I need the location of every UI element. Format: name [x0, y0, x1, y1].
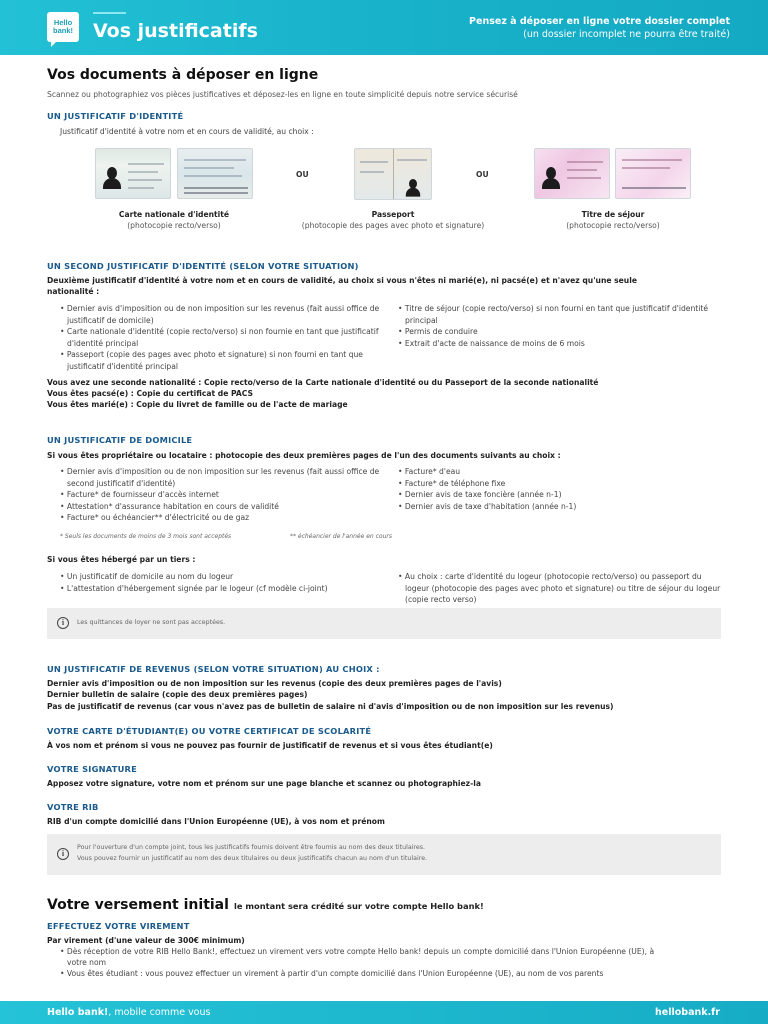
- second-identity-intro: Deuxième justificatif d'identité à votre nom et en cours de validité, au choix si vous n'êtes ni marié(e), ni pacsé(e) et n'avez qu'une seule: [47, 276, 637, 285]
- passport-title: Passeport: [371, 210, 415, 219]
- list-item: • Dernier avis d'imposition ou de non imposition sur les revenus (fait aussi office de second justificatif d'identité): [60, 466, 382, 489]
- list-item: • Titre de séjour (copie recto/verso) si non fourni en tant que justificatif d'identité principal: [398, 303, 728, 326]
- income-line: Dernier bulletin de salaire (copie des deux premières pages): [47, 690, 308, 699]
- domicile-left-list: [60, 466, 382, 524]
- id-card-back-image: [177, 148, 253, 199]
- header-banner: [0, 0, 768, 55]
- domicile-right-list: [398, 466, 728, 512]
- passport-image: [354, 148, 432, 200]
- id-card-subtitle: (photocopie recto/verso): [127, 221, 221, 230]
- footer-banner: [0, 1001, 768, 1024]
- portrait-icon: [541, 165, 561, 189]
- info-box-joint-account: [47, 834, 721, 875]
- footer-tagline: [47, 1007, 210, 1018]
- list-item: • Facture* ou échéancier** d'électricité ou de gaz: [60, 512, 382, 524]
- list-item: • Dernier avis de taxe foncière (année n-1): [398, 489, 728, 501]
- transfer-list: [60, 946, 720, 979]
- list-item: • Passeport (copie des pages avec photo et signature) si non fourni en tant que justificatif d'identité principal: [60, 349, 382, 372]
- info-icon: i: [57, 848, 69, 860]
- income-line: Pas de justificatif de revenus (car vous n'avez pas de bulletin de salaire ni d'avis d'imposition ou de non imposition sur les revenus): [47, 702, 614, 711]
- header-reminder-note: (un dossier incomplet ne pourra être traité): [523, 29, 730, 40]
- info-icon: i: [57, 617, 69, 629]
- info-text: Les quittances de loyer ne sont pas acceptées.: [77, 619, 226, 626]
- list-item: • Facture* d'eau: [398, 466, 728, 478]
- list-item: • Un justificatif de domicile au nom du logeur: [60, 571, 390, 583]
- footnote-recent-docs: * Seuls les documents de moins de 3 mois sont acceptés: [60, 533, 232, 540]
- domicile-intro: Si vous êtes propriétaire ou locataire : photocopie des deux premières pages de l'un des documents suivants au choix :: [47, 451, 561, 460]
- list-item: • Carte nationale d'identité (copie recto/verso) si non fournie en tant que justificatif d'identité principal: [60, 326, 382, 349]
- footer-tagline-text: , mobile comme vous: [108, 1007, 211, 1018]
- residence-permit-caption: [523, 209, 703, 231]
- transfer-heading: EFFECTUEZ VOTRE VIREMENT: [47, 921, 190, 931]
- portrait-icon: [405, 177, 421, 196]
- list-item: • Dernier avis d'imposition ou de non imposition sur les revenus (fait aussi office de justificatif de domicile): [60, 303, 382, 326]
- deposit-title: Votre versement initial: [47, 897, 229, 913]
- list-item: • Vous êtes étudiant : vous pouvez effectuer un virement à partir d'un compte domicilié dans l'Union Européenne (UE), au nom de vos parents: [60, 968, 720, 979]
- residence-permit-title: Titre de séjour: [581, 210, 645, 219]
- student-line: À vos nom et prénom si vous ne pouvez pas fournir de justificatif de revenus et si vous êtes étudiant(e): [47, 741, 493, 750]
- footer-url-link[interactable]: hellobank.fr: [655, 1007, 720, 1018]
- passport-subtitle: (photocopie des pages avec photo et signature): [301, 221, 485, 230]
- income-heading: UN JUSTIFICATIF DE REVENUS (SELON VOTRE SITUATION) AU CHOIX :: [47, 664, 380, 674]
- header-reminder: Pensez à déposer en ligne votre dossier complet: [469, 16, 730, 27]
- residence-permit-subtitle: (photocopie recto/verso): [566, 221, 660, 230]
- signature-line: Apposez votre signature, votre nom et prénom sur une page blanche et scannez ou photographiez-la: [47, 779, 481, 788]
- footnote-schedule: ** échéancier de l'année en cours: [290, 533, 392, 540]
- second-nationality-line: Vous avez une seconde nationalité : Copie recto/verso de la Carte nationale d'identité ou du Passeport de la seconde nationalité: [47, 378, 599, 387]
- transfer-subheading: Par virement (d'une valeur de 300€ minimum): [47, 936, 245, 945]
- info-text: Vous pouvez fournir un justificatif au nom des deux titulaires ou deux justificatifs chacun au nom d'un titulaire.: [77, 855, 428, 862]
- second-identity-heading: UN SECOND JUSTIFICATIF D'IDENTITÉ (SELON VOTRE SITUATION): [47, 261, 359, 271]
- signature-heading: VOTRE SIGNATURE: [47, 764, 137, 774]
- title-accent-line: [93, 12, 126, 14]
- residence-permit-front-image: [534, 148, 610, 199]
- deposit-title-row: [47, 894, 484, 913]
- second-identity-intro-cont: nationalité :: [47, 287, 100, 296]
- id-card-caption: [84, 209, 264, 231]
- identity-intro: Justificatif d'identité à votre nom et en cours de validité, au choix :: [60, 127, 314, 136]
- section-title: Vos documents à déposer en ligne: [47, 67, 319, 83]
- hosted-intro: Si vous êtes hébergé par un tiers :: [47, 555, 196, 564]
- second-identity-left-list: [60, 303, 382, 372]
- domicile-heading: UN JUSTIFICATIF DE DOMICILE: [47, 435, 193, 445]
- list-item: • Extrait d'acte de naissance de moins de 6 mois: [398, 338, 728, 350]
- student-heading: VOTRE CARTE D'ÉTUDIANT(E) OU VOTRE CERTIFICAT DE SCOLARITÉ: [47, 726, 372, 736]
- identity-heading: UN JUSTIFICATIF D'IDENTITÉ: [47, 111, 184, 121]
- list-item: • Facture* de téléphone fixe: [398, 478, 728, 490]
- list-item: • Au choix : carte d'identité du logeur (photocopie recto/verso) ou passeport du logeur (photocopie des pages avec photo et signature) ou titre de séjour du logeur (copie recto verso): [398, 571, 728, 606]
- info-text: Pour l'ouverture d'un compte joint, tous les justificatifs fournis doivent être fournis au nom des deux titulaires.: [77, 844, 426, 851]
- page-title: Vos justificatifs: [93, 20, 258, 42]
- list-item: • Facture* de fournisseur d'accès internet: [60, 489, 382, 501]
- deposit-title-note: le montant sera crédité sur votre compte Hello bank!: [234, 901, 484, 911]
- rib-heading: VOTRE RIB: [47, 802, 99, 812]
- id-card-title: Carte nationale d'identité: [118, 210, 230, 219]
- passport-caption: [273, 209, 513, 231]
- list-item: • Permis de conduire: [398, 326, 728, 338]
- list-item: • Dernier avis de taxe d'habitation (année n-1): [398, 501, 728, 513]
- footer-brand: Hello bank!: [47, 1007, 109, 1018]
- list-item: • L'attestation d'hébergement signée par le logeur (cf modèle ci-joint): [60, 583, 390, 595]
- married-line: Vous êtes marié(e) : Copie du livret de famille ou de l'acte de mariage: [47, 400, 348, 409]
- list-item: • Attestation* d'assurance habitation en cours de validité: [60, 501, 382, 513]
- hosted-left-list: [60, 571, 390, 594]
- info-box-rent: [47, 608, 721, 639]
- list-item: • Dès réception de votre RIB Hello Bank!, effectuez un virement vers votre compte Hello bank! depuis un compte domicilié dans l'Union Européenne (UE), à votre nom: [60, 946, 720, 968]
- section-intro: Scannez ou photographiez vos pièces justificatives et déposez-les en ligne en toute simplicité depuis notre service sécurisé: [47, 90, 518, 99]
- id-card-front-image: [95, 148, 171, 199]
- hello-bank-logo[interactable]: [47, 12, 79, 42]
- hosted-right-list: [398, 571, 728, 606]
- second-identity-right-list: [398, 303, 728, 349]
- income-line: Dernier avis d'imposition ou de non imposition sur les revenus (copie des deux premières pages de l'avis): [47, 679, 502, 688]
- logo-line1: Hello: [53, 18, 73, 27]
- logo-line2: bank!: [52, 26, 73, 35]
- residence-permit-back-image: [615, 148, 691, 199]
- or-separator: OU: [476, 170, 489, 179]
- or-separator: OU: [296, 170, 309, 179]
- portrait-icon: [102, 165, 122, 189]
- pacs-line: Vous êtes pacsé(e) : Copie du certificat de PACS: [47, 389, 253, 398]
- rib-line: RIB d'un compte domicilié dans l'Union Européenne (UE), à vos nom et prénom: [47, 817, 385, 826]
